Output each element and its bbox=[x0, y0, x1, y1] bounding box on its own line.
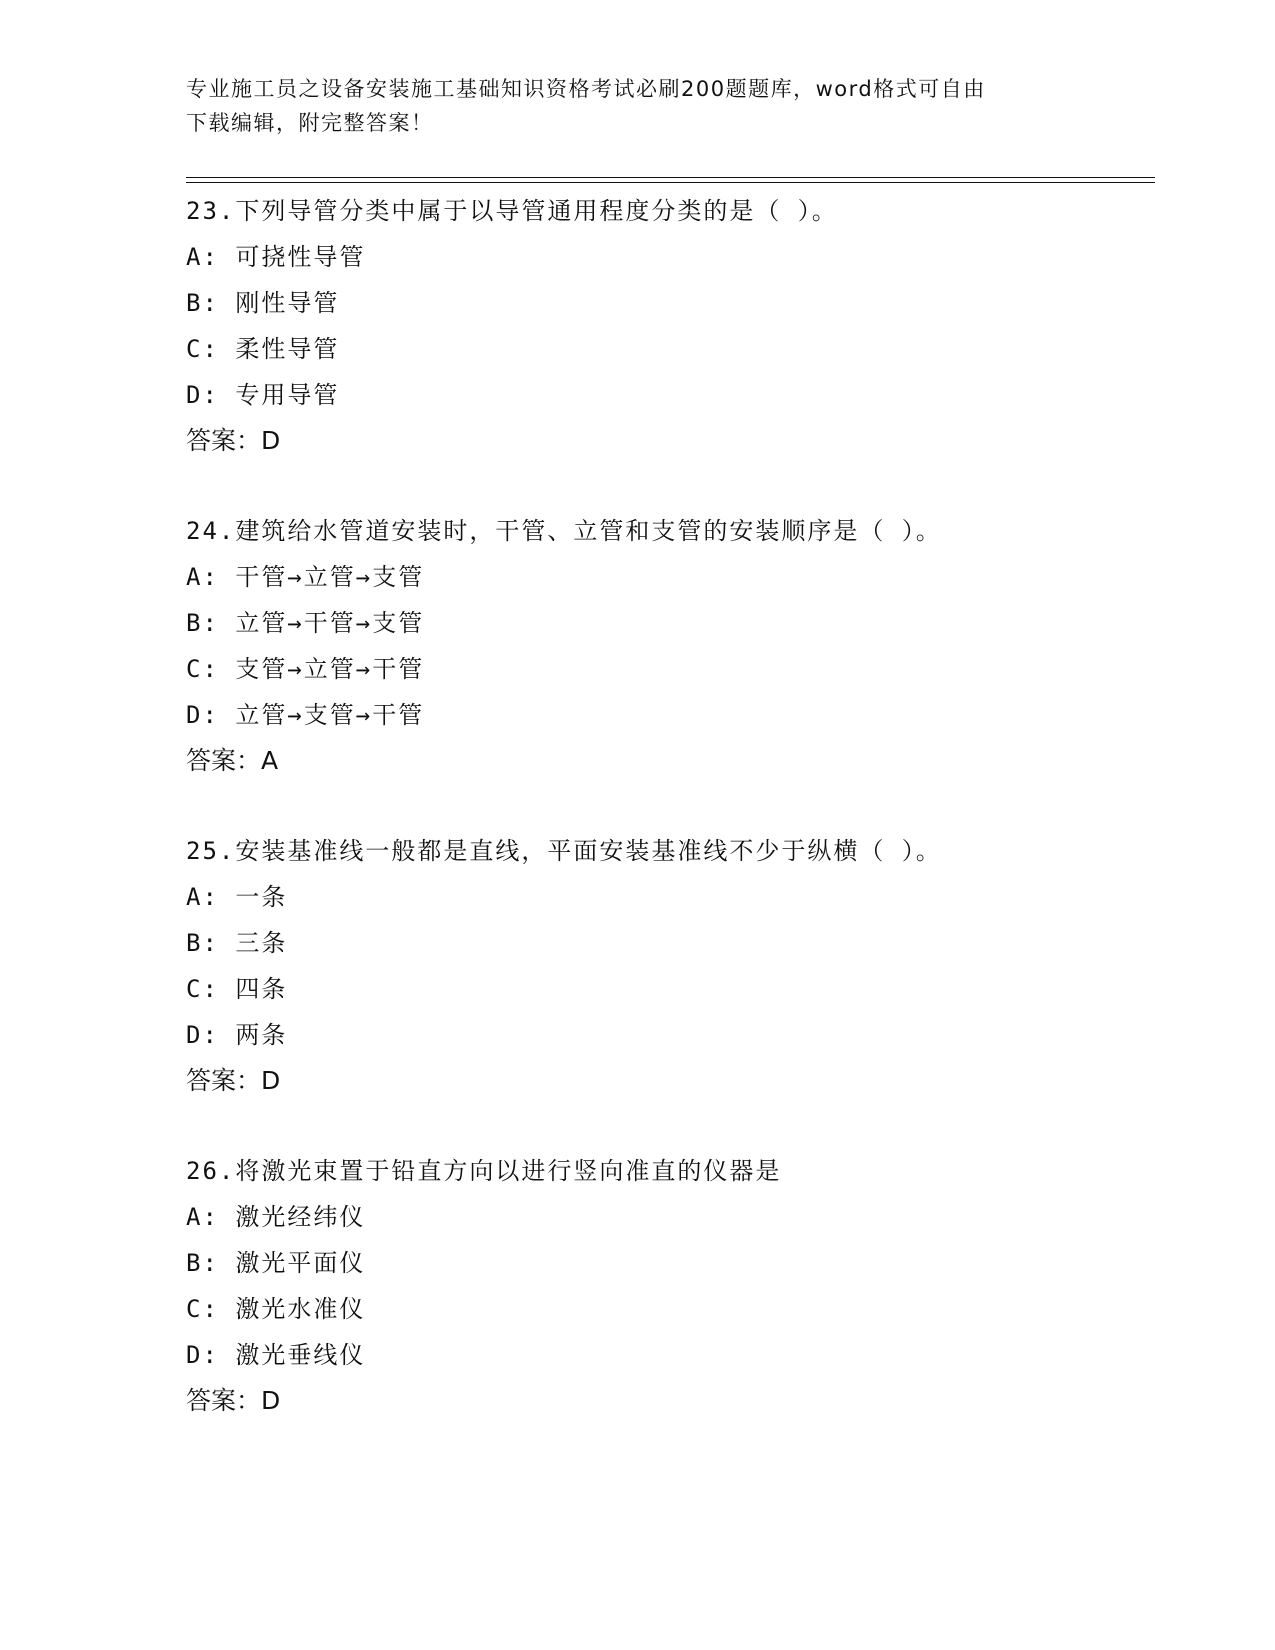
option-b: B: 三条 bbox=[186, 929, 288, 957]
answer-line: 答案：D bbox=[186, 1066, 281, 1095]
answer-line: 答案：A bbox=[186, 746, 279, 775]
document-header bbox=[186, 72, 1066, 140]
question-stem: 24.建筑给水管道安装时，干管、立管和支管的安装顺序是（ ）。 bbox=[186, 517, 942, 545]
option-d: D: 两条 bbox=[186, 1021, 288, 1049]
question-25 bbox=[186, 828, 1146, 1104]
question-23 bbox=[186, 188, 1146, 464]
header-divider-top bbox=[186, 177, 1155, 178]
option-c: C: 支管→立管→干管 bbox=[186, 655, 425, 683]
option-b: B: 激光平面仪 bbox=[186, 1249, 366, 1277]
option-d: D: 立管→支管→干管 bbox=[186, 701, 425, 729]
header-line-2: 下载编辑，附完整答案！ bbox=[186, 111, 434, 135]
option-b: B: 刚性导管 bbox=[186, 289, 340, 317]
option-d: D: 激光垂线仪 bbox=[186, 1341, 366, 1369]
header-divider-bottom bbox=[186, 182, 1155, 183]
option-c: C: 四条 bbox=[186, 975, 288, 1003]
option-a: A: 激光经纬仪 bbox=[186, 1203, 366, 1231]
option-c: C: 激光水准仪 bbox=[186, 1295, 366, 1323]
option-b: B: 立管→干管→支管 bbox=[186, 609, 425, 637]
option-a: A: 干管→立管→支管 bbox=[186, 563, 425, 591]
question-26 bbox=[186, 1148, 1146, 1424]
question-stem: 23.下列导管分类中属于以导管通用程度分类的是（ ）。 bbox=[186, 197, 838, 225]
option-d: D: 专用导管 bbox=[186, 381, 340, 409]
header-line-1: 专业施工员之设备安装施工基础知识资格考试必刷200题题库，word格式可自由 bbox=[186, 77, 986, 101]
answer-line: 答案：D bbox=[186, 426, 281, 455]
question-24 bbox=[186, 508, 1146, 784]
question-stem: 26.将激光束置于铅直方向以进行竖向准直的仪器是 bbox=[186, 1157, 782, 1185]
option-a: A: 一条 bbox=[186, 883, 288, 911]
option-c: C: 柔性导管 bbox=[186, 335, 340, 363]
question-stem: 25.安装基准线一般都是直线，平面安装基准线不少于纵横（ ）。 bbox=[186, 837, 942, 865]
answer-line: 答案：D bbox=[186, 1386, 281, 1415]
option-a: A: 可挠性导管 bbox=[186, 243, 366, 271]
